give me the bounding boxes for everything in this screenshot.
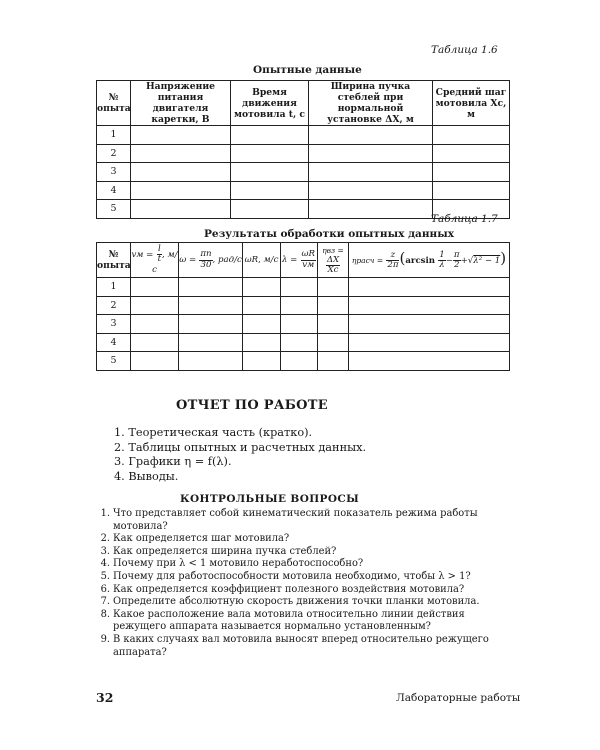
table-cell bbox=[318, 278, 349, 297]
row-number: 5 bbox=[97, 200, 131, 219]
table-cell bbox=[243, 352, 281, 371]
table-7-header-eta-vz: ηвз = $\frac{\Delta X}{Xc}$ bbox=[318, 243, 349, 278]
table-cell bbox=[179, 333, 243, 352]
table-cell bbox=[349, 333, 510, 352]
table-cell bbox=[281, 315, 318, 334]
list-item: 7. Определите абсолютную скорость движения точки планки мотовила. bbox=[100, 596, 480, 608]
table-cell bbox=[131, 278, 179, 297]
list-item: 9. В каких случаях вал мотовила выносят вперед относительно режущего аппарата? bbox=[100, 633, 489, 658]
table-cell bbox=[318, 352, 349, 371]
table-cell bbox=[309, 126, 433, 145]
table-row bbox=[97, 181, 510, 200]
table-cell bbox=[231, 144, 309, 163]
table-6-header: № опыта bbox=[97, 81, 131, 126]
row-number: 3 bbox=[97, 163, 131, 182]
table-cell bbox=[318, 333, 349, 352]
table-cell bbox=[131, 352, 179, 371]
table-cell bbox=[131, 315, 179, 334]
table-row bbox=[97, 126, 510, 145]
list-item: 4. Выводы. bbox=[114, 469, 179, 483]
table-7-header: № опыта bbox=[97, 243, 131, 278]
table-cell bbox=[243, 296, 281, 315]
table-cell bbox=[309, 163, 433, 182]
table-cell bbox=[281, 352, 318, 371]
table-cell bbox=[231, 163, 309, 182]
questions-list bbox=[98, 508, 518, 659]
list-item: 1. Что представляет собой кинематический показатель режима работы мотовила? bbox=[100, 508, 478, 532]
table-6-header: Напряжение питания двигателя каретки, В bbox=[131, 81, 231, 126]
table-row bbox=[97, 144, 510, 163]
table-7-header-velocity: vм = $\frac{l}{t}$ , м/с bbox=[131, 243, 179, 278]
list-item: 1. Теоретическая часть (кратко). bbox=[114, 426, 313, 439]
table-6-header: Время движения мотовила t, с bbox=[231, 81, 309, 126]
table-7-caption: Таблица 1.7 bbox=[431, 213, 498, 225]
table-6-header: Средний шаг мотовила Xc, м bbox=[433, 81, 510, 126]
list-item: 6. Как определяется коэффициент полезного воздействия мотовила? bbox=[100, 583, 465, 595]
table-cell bbox=[433, 181, 510, 200]
row-number: 2 bbox=[97, 144, 131, 163]
table-cell bbox=[281, 296, 318, 315]
table-cell bbox=[243, 333, 281, 352]
table-cell bbox=[131, 163, 231, 182]
table-cell bbox=[349, 352, 510, 371]
list-item: 2. Как определяется шаг мотовила? bbox=[100, 533, 290, 545]
table-cell bbox=[309, 181, 433, 200]
table-cell bbox=[131, 144, 231, 163]
row-number: 1 bbox=[97, 126, 131, 145]
table-cell bbox=[281, 333, 318, 352]
table-cell bbox=[179, 315, 243, 334]
row-number: 3 bbox=[97, 315, 131, 334]
list-item: 3. Как определяется ширина пучка стеблей? bbox=[100, 545, 337, 557]
table-cell bbox=[309, 144, 433, 163]
running-footer: Лабораторные работы bbox=[396, 692, 521, 704]
table-7-header-omega: ω = $\frac{\pi n}{30}$ , рад/с bbox=[179, 243, 243, 278]
table-7 bbox=[96, 242, 510, 371]
report-title: ОТЧЕТ ПО РАБОТЕ bbox=[176, 398, 328, 413]
row-number: 5 bbox=[97, 352, 131, 371]
table-cell bbox=[131, 200, 231, 219]
questions-title: КОНТРОЛЬНЫЕ ВОПРОСЫ bbox=[180, 493, 360, 505]
table-cell bbox=[131, 126, 231, 145]
table-cell bbox=[231, 126, 309, 145]
table-row bbox=[97, 333, 510, 352]
row-number: 4 bbox=[97, 181, 131, 200]
table-cell bbox=[349, 296, 510, 315]
table-cell bbox=[131, 333, 179, 352]
table-cell bbox=[179, 352, 243, 371]
table-cell bbox=[433, 126, 510, 145]
table-cell bbox=[231, 181, 309, 200]
row-number: 2 bbox=[97, 296, 131, 315]
table-6 bbox=[96, 80, 510, 219]
table-cell bbox=[131, 181, 231, 200]
row-number: 1 bbox=[97, 278, 131, 297]
table-row bbox=[97, 278, 510, 297]
page-number: 32 bbox=[96, 690, 114, 705]
table-cell bbox=[131, 296, 179, 315]
table-cell bbox=[433, 163, 510, 182]
table-cell bbox=[309, 200, 433, 219]
list-item: 5. Почему для работоспособности мотовила необходимо, чтобы λ > 1? bbox=[100, 570, 471, 582]
table-row bbox=[97, 296, 510, 315]
table-6-header: Ширина пучка стеблей при нормальной установке ΔX, м bbox=[309, 81, 433, 126]
list-item: 3. Графики η = f(λ). bbox=[114, 455, 232, 468]
table-cell bbox=[433, 144, 510, 163]
table-row bbox=[97, 352, 510, 371]
table-cell bbox=[318, 296, 349, 315]
table-row bbox=[97, 163, 510, 182]
table-cell bbox=[349, 278, 510, 297]
table-cell bbox=[179, 278, 243, 297]
table-7-header-omega-r: ωR, м/с bbox=[243, 243, 281, 278]
table-cell bbox=[231, 200, 309, 219]
table-7-title: Результаты обработки опытных данных bbox=[204, 228, 455, 240]
row-number: 4 bbox=[97, 333, 131, 352]
table-7-header-eta-calc: ηрасч = $\frac{z}{2\pi}$ (arcsin $\frac{1}{\lambda}$ − $\frac{\pi}{2}$ +√λ² − 1) bbox=[349, 243, 510, 278]
table-6-caption: Таблица 1.6 bbox=[431, 44, 498, 56]
table-cell bbox=[349, 315, 510, 334]
table-row bbox=[97, 315, 510, 334]
table-cell bbox=[318, 315, 349, 334]
table-7-header-lambda: λ = $\frac{\omega R}{vм}$ bbox=[281, 243, 318, 278]
table-cell bbox=[243, 315, 281, 334]
table-cell bbox=[179, 296, 243, 315]
table-cell bbox=[281, 278, 318, 297]
list-item: 4. Почему при λ < 1 мотовило неработоспособно? bbox=[100, 558, 364, 570]
table-6-title: Опытные данные bbox=[253, 64, 362, 76]
list-item: 2. Таблицы опытных и расчетных данных. bbox=[114, 440, 367, 454]
list-item: 8. Какое расположение вала мотовила относительно линии действия режущего аппарата называется нормально установленным? bbox=[100, 608, 465, 633]
table-cell bbox=[243, 278, 281, 297]
report-list bbox=[114, 426, 366, 484]
